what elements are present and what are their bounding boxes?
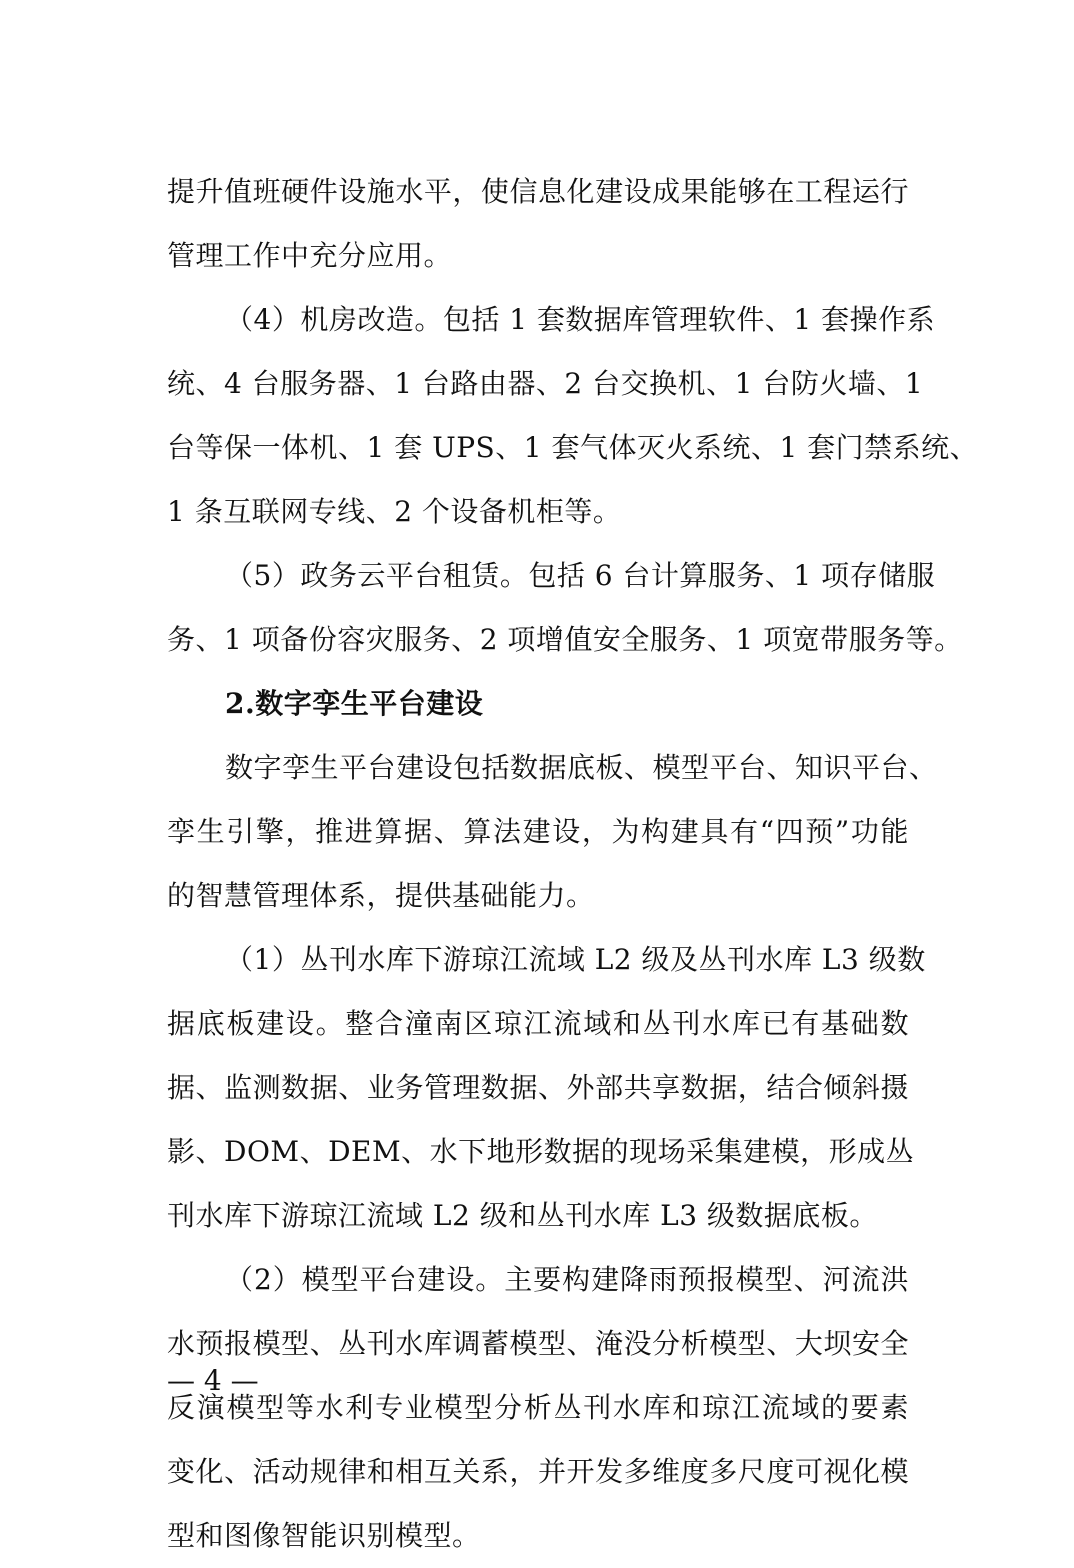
section-heading: 2.数字孪生平台建设: [225, 687, 484, 720]
text-line: （2）模型平台建设。主要构建降雨预报模型、河流洪: [225, 1263, 909, 1296]
text-line: （1）丛刊水库下游琼江流域 L2 级及丛刊水库 L3 级数: [225, 943, 926, 976]
text-line: 据、监测数据、业务管理数据、外部共享数据，结合倾斜摄: [167, 1071, 909, 1104]
text-line: 水预报模型、丛刊水库调蓄模型、淹没分析模型、大坝安全: [167, 1327, 909, 1360]
text-line: 台等保一体机、1 套 UPS、1 套气体灭火系统、1 套门禁系统、: [167, 431, 979, 464]
text-line: 刊水库下游琼江流域 L2 级和丛刊水库 L3 级数据底板。: [167, 1199, 878, 1232]
text-line: 变化、活动规律和相互关系，并开发多维度多尺度可视化模: [167, 1455, 909, 1488]
body-text: [167, 160, 979, 1568]
text-line: 管理工作中充分应用。: [167, 239, 453, 272]
text-line: 反演模型等水利专业模型分析丛刊水库和琼江流域的要素: [167, 1391, 909, 1424]
page-number: — 4 —: [167, 1364, 259, 1397]
text-line: 统、4 台服务器、1 台路由器、2 台交换机、1 台防火墙、1: [167, 367, 924, 400]
text-line: 的智慧管理体系，提供基础能力。: [167, 879, 595, 912]
text-line: （4）机房改造。包括 1 套数据库管理软件、1 套操作系: [225, 303, 936, 336]
text-line: 务、1 项备份容灾服务、2 项增值安全服务、1 项宽带服务等。: [167, 623, 963, 656]
text-line: 影、DOM、DEM、水下地形数据的现场采集建模，形成丛: [167, 1135, 915, 1168]
text-line: 据底板建设。整合潼南区琼江流域和丛刊水库已有基础数: [167, 1007, 909, 1040]
text-line: 数字孪生平台建设包括数据底板、模型平台、知识平台、: [225, 751, 938, 784]
text-line: 提升值班硬件设施水平，使信息化建设成果能够在工程运行: [167, 175, 909, 208]
text-line: 型和图像智能识别模型。: [167, 1519, 481, 1552]
text-line: 孪生引擎，推进算据、算法建设，为构建具有“四预”功能: [167, 815, 909, 848]
text-line: （5）政务云平台租赁。包括 6 台计算服务、1 项存储服: [225, 559, 936, 592]
text-line: 1 条互联网专线、2 个设备机柜等。: [167, 495, 622, 528]
